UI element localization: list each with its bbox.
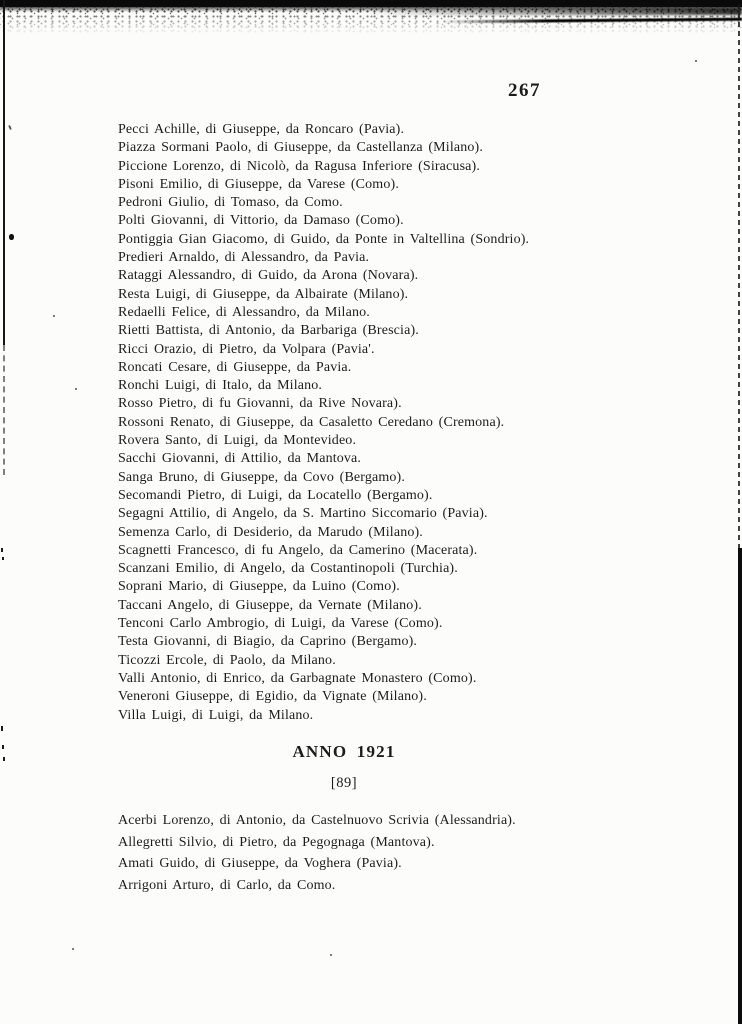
register-entry: Piccione Lorenzo, di Nicolò, da Ragusa Inferiore (Siracusa). [118,158,480,174]
register-entry: Secomandi Pietro, di Luigi, da Locatello (Bergamo). [118,487,433,503]
register-entry: Tenconi Carlo Ambrogio, di Luigi, da Varese (Como). [118,616,443,632]
register-entry: Taccani Angelo, di Giuseppe, da Vernate (Milano). [118,597,422,613]
ink-blot [9,234,14,240]
register-entry: Sacchi Giovanni, di Attilio, da Mantova. [118,451,362,467]
register-list-primary [118,121,638,725]
register-entry: Scagnetti Francesco, di fu Angelo, da Camerino (Macerata). [118,542,478,558]
edge-mark [3,757,5,761]
speck [695,60,697,62]
speck [75,388,77,390]
speck [330,954,332,956]
register-entry: Resta Luigi, di Giuseppe, da Albairate (Milano). [118,286,409,302]
register-entry: Ronchi Luigi, di Italo, da Milano. [118,378,323,394]
section-heading-anno-1921: ANNO 1921 [292,742,396,761]
edge-mark [1,726,3,731]
register-entry: Polti Giovanni, di Vittorio, da Damaso (Como). [118,213,404,229]
register-entry: Ticozzi Ercole, di Paolo, da Milano. [118,652,336,668]
register-entry: Villa Luigi, di Luigi, da Milano. [118,707,314,723]
register-entry: Allegretti Silvio, di Pietro, da Pegognaga (Mantova). [118,834,435,850]
left-scan-edge-dashes [3,345,5,475]
page-number: 267 [508,80,541,101]
left-scan-edge-line [3,0,5,345]
register-entry: Semenza Carlo, di Desiderio, da Marudo (Milano). [118,524,423,540]
register-entry: Soprani Mario, di Giuseppe, da Luino (Como). [118,579,400,595]
register-entry: Valli Antonio, di Enrico, da Garbagnate Monastero (Como). [118,670,477,686]
register-entry: Pedroni Giulio, di Tomaso, da Como. [118,195,343,211]
edge-mark [2,557,4,560]
register-entry: Veneroni Giuseppe, di Egidio, da Vignate (Milano). [118,689,427,705]
edge-mark [1,548,3,552]
register-entry: Ricci Orazio, di Pietro, da Volpara (Pavia'. [118,341,375,357]
register-entry: Piazza Sormani Paolo, di Giuseppe, da Castellanza (Milano). [118,140,483,156]
register-list-1921 [118,810,638,896]
register-entry: Acerbi Lorenzo, di Antonio, da Castelnuovo Scrivia (Alessandria). [118,813,516,828]
register-entry: Pisoni Emilio, di Giuseppe, da Varese (Como). [118,176,399,192]
register-entry: Amati Guido, di Giuseppe, da Voghera (Pavia). [118,856,402,871]
section-count-badge: [89] [330,775,358,791]
register-entry: Pontiggia Gian Giacomo, di Guido, da Ponte in Valtellina (Sondrio). [118,231,530,247]
register-entry: Testa Giovanni, di Biagio, da Caprino (Bergamo). [118,634,418,650]
torn-top-edge-right [362,8,742,15]
register-entry: Scanzani Emilio, di Angelo, da Costantinopoli (Turchia). [118,561,458,577]
right-scan-edge-bar [738,548,742,1024]
register-entry: Rossoni Renato, di Giuseppe, da Casaletto Ceredano (Cremona). [118,414,505,430]
register-entry: Rataggi Alessandro, di Guido, da Arona (Novara). [118,268,419,284]
register-entry: Sanga Bruno, di Giuseppe, da Covo (Bergamo). [118,469,406,485]
register-entry: Rosso Pietro, di fu Giovanni, da Rive Novara). [118,396,402,412]
register-entry: Rovera Santo, di Luigi, da Montevideo. [118,433,357,449]
register-entry: Roncati Cesare, di Giuseppe, da Pavia. [118,359,352,375]
register-entry: Segagni Attilio, di Angelo, da S. Martino Siccomario (Pavia). [118,506,488,522]
edge-mark [2,745,4,749]
register-entry: Rietti Battista, di Antonio, da Barbariga (Brescia). [118,323,419,339]
register-entry: Pecci Achille, di Giuseppe, da Roncaro (Pavia). [118,122,405,137]
speck [72,948,74,950]
register-entry: Arrigoni Arturo, di Carlo, da Como. [118,877,336,893]
register-entry: Predieri Arnaldo, di Alessandro, da Pavia. [118,250,370,266]
speck [53,315,55,317]
right-scan-edge-dots [738,4,740,550]
speck [8,125,12,130]
register-entry: Redaelli Felice, di Alessandro, da Milano. [118,304,370,320]
